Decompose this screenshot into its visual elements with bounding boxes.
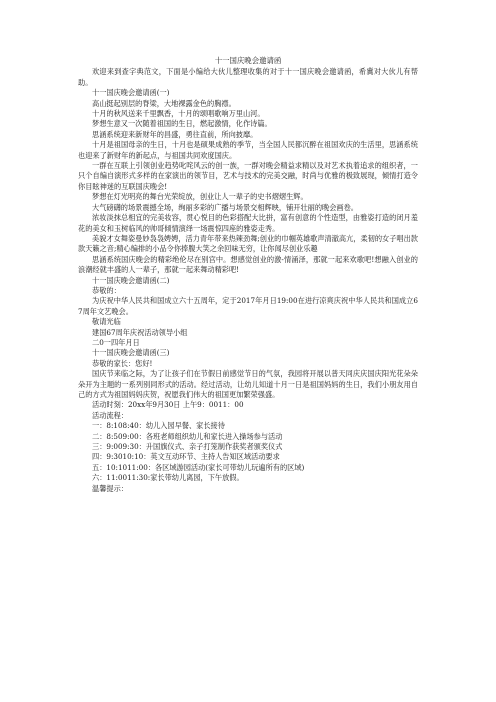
- paragraph: 梦想生意又一次随着祖国的生日，燃起激情，化作诗篇。: [92, 119, 272, 129]
- paragraph: 一群在互联上引领创业趋势叱咤风云的创一族，一群对晚会精益求精以及对艺术执着追求的组织者，一只个自编自演形式多样的在家演出的领节目，艺术与技术的完美交融，时尚与优雅的极致展现，倾情打造令你目眩神迷的互联国庆晚会!: [78, 161, 418, 191]
- paragraph: 国庆节来临之际，为了让孩子们在节假日前感觉节日的气氛，我园将开展以普天同庆庆国庆阳光花朵朵朵开为主题的一系列别同形式的活动。经过活动，让幼儿知道十月一日是祖国妈妈的生日，我们小朋友用自己的方式为祖国妈妈庆贺，祝愿我们伟大的祖国更加繁荣强盛。: [78, 369, 418, 399]
- flow-item: 一：8:108:40：幼儿入园早餐、家长接待: [92, 421, 225, 431]
- paragraph: 十月是祖国母亲的生日，十月也是硕果成熟的季节，当全国人民都沉醉在祖国欢庆的生活里，思涵系统也迎来了新财年的新起点，与祖国共同欢度国庆。: [78, 140, 418, 160]
- document-title: 十一国庆晚会邀请函: [214, 56, 282, 65]
- signature-date: 二0一四年月日: [92, 337, 140, 347]
- flow-item: 二：8:509:00：各班老师组织幼儿和家长进入操场参与活动: [92, 431, 283, 441]
- salutation: 恭敬的家长：您好!: [92, 358, 153, 368]
- section-heading-3: 十一国庆晚会邀请函(三): [92, 348, 170, 358]
- paragraph: 思涵系统国庆晚会的精彩绝伦尽在别宫中。想感觉创业的激-情涌泽，那就一起来欢歌吧!想融入创业的浪潮经就丰盛的人一辈子，那就一起来舞动精彩吧!: [78, 254, 418, 275]
- section-heading-2: 十一国庆晚会邀请函(二): [92, 275, 170, 285]
- paragraph: 高山挺起别层的脊梁，大地裸露金色的胸襟。: [92, 98, 236, 108]
- document-page: [78, 56, 418, 494]
- closing-line: 敬请光临: [92, 317, 121, 327]
- flow-item: 四：9:3010:10：英文互动环节、主持人告知区域活动要求: [92, 452, 280, 462]
- tips-heading: 温馨提示：: [92, 483, 128, 493]
- signature-org: 建国67周年庆祝活动领导小组: [92, 327, 188, 337]
- flow-item: 五：10:1011:00：各区域游园活动(家长可带幼儿玩遍所有的区域): [92, 462, 305, 472]
- intro-paragraph: 欢迎来到查字典范文，下面是小编给大伙儿整理收集的对于十一国庆晚会邀请函，希冀对大伙儿有帮助。: [78, 67, 418, 87]
- activity-flow-heading: 活动流程：: [92, 410, 128, 420]
- flow-item: 六：11:0011:30:家长带幼儿离园，下午放假。: [92, 473, 244, 483]
- paragraph: 梦想在灯光明亮的舞台光荣绽放，创业让人一辈子的史书熠熠生辉。: [92, 192, 308, 202]
- flow-item: 三：9:009:30：升国旗仪式、亲子打笼制作获奖者颁奖仪式: [92, 442, 283, 452]
- paragraph: 十月的秋风送来千里飘香，十月的颂唱歌响万里山河。: [92, 109, 265, 119]
- paragraph: 为庆祝中华人民共和国成立六十五周年，定于2017年月日19:00在进行凉爽庆祝中华人民共和国成立67周年文艺晚会。: [78, 296, 418, 316]
- activity-time: 活动时刻：20xx年9月30日 上午9：0011：00: [92, 400, 244, 410]
- paragraph: 美貌才女舞姿曼妙袅袅娉娉，活力青年带来热辣劲舞;创业的巾帼英雄歌声清澈高亢，柔韧的女子唱出款款天籁之音;精心编排的小品令你捧腹大笑之余回味无穷，让你闻尽创业乐趣: [78, 233, 418, 254]
- paragraph: 浓妆淡抹总相宜的完美妆容，贯心悦目的色彩搭配大比拼，富有创意的个性造型，由雅姿打造的闭月羞花的美女和玉树临风的帅哥倾情演绎一场震惊四座的雅姿走秀。: [78, 213, 418, 233]
- paragraph: 思涵系统迎来新财年的昌盛，勇往直前，所向披靡。: [92, 129, 258, 139]
- section-heading-1: 十一国庆晚会邀请函(一): [92, 88, 170, 98]
- salutation: 恭敬的：: [92, 285, 121, 295]
- paragraph: 大气磅礴的场景震撼全场，绚丽多彩的广播与场景交相辉映，铺开壮丽的晚会画卷。: [92, 202, 358, 212]
